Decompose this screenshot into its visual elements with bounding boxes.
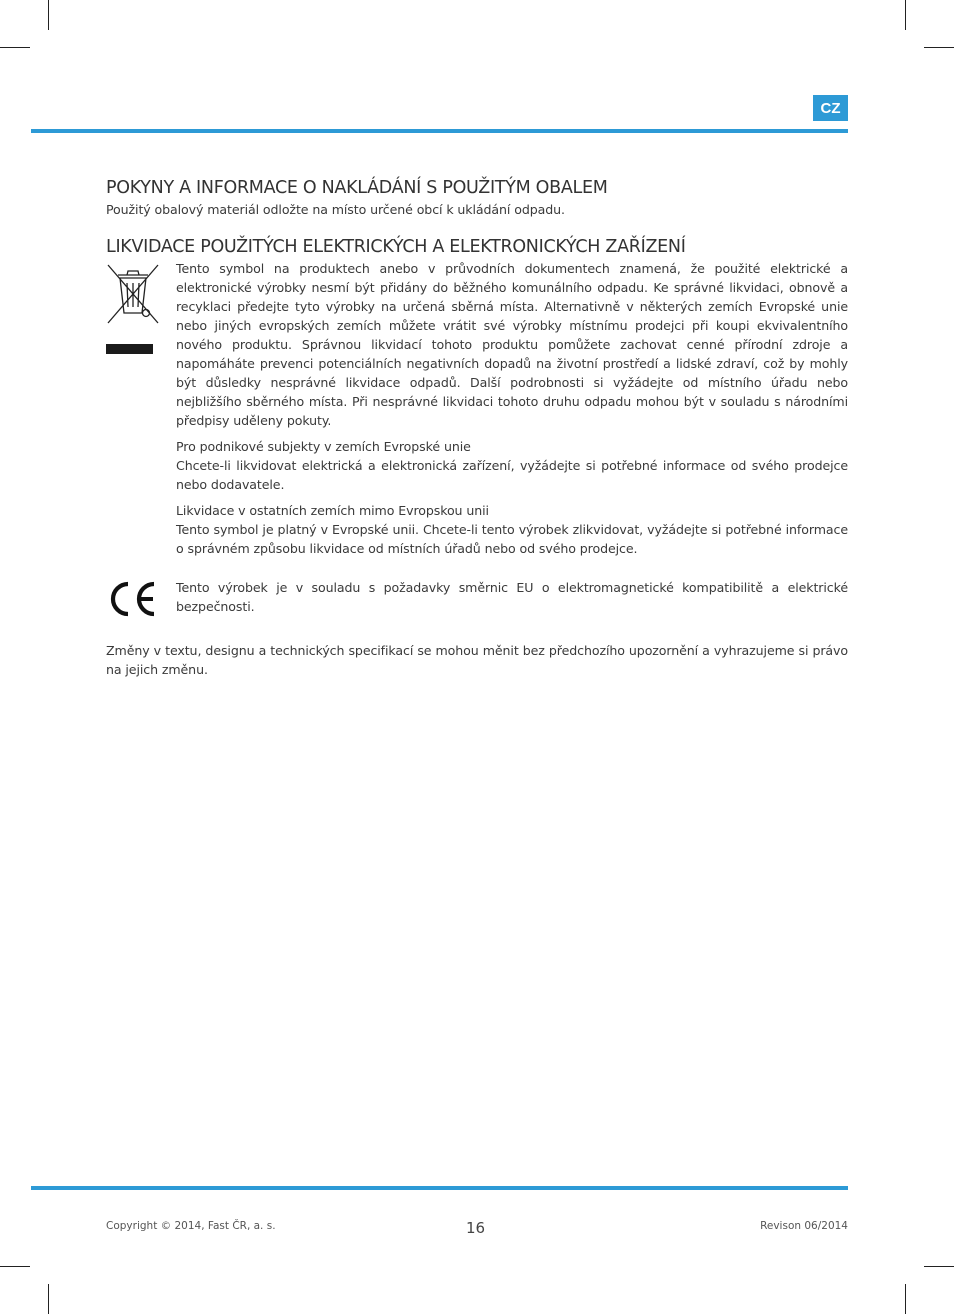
weee-text: Tento symbol na produktech anebo v průvodních dokumentech znamená, že použité elektrické a elektronické výrobky nesmí být přidány do běžného komunálního odpadu. Ke správné likvidaci, obnově a recyklaci předejte tyto výrobky na určená sběrná místa. Alternativně v některých zemích Evropské unie nebo jiných evropských zemích můžete vrátit své výrobky místnímu prodejci při koupi ekvivalentního nového produktu. Správnou likvidací tohoto produktu pomůžete zachovat cenné přírodní zdroje a napomáháte prevenci potenciálních negativních dopadů na životní prostředí a lidské zdraví, což by mohly být důsledky nesprávné likvidace odpadů. Další podrobnosti si vyžádejte od místního úřadu nebo nejbližšího sběrného místa. Při nesprávné likvidaci tohoto druhu odpadu mohou být v souladu s národními předpisy uděleny pokuty. [176,261,848,428]
ce-text: Tento výrobek je v souladu s požadavky směrnic EU o elektromagnetické kompatibilitě a elektrické bezpečnosti. [176,580,848,614]
bottom-rule [31,1186,848,1190]
weee-section [106,259,848,558]
crop-mark [905,1284,906,1314]
ce-mark-icon [106,580,158,618]
page-number: 16 [466,1219,486,1237]
other-countries-heading: Likvidace v ostatních zemích mimo Evropskou unii [176,503,489,518]
crop-mark [0,47,30,48]
weee-heading: LIKVIDACE POUŽITÝCH ELEKTRICKÝCH A ELEKTRONICKÝCH ZAŘÍZENÍ [106,237,686,257]
top-rule [31,129,848,133]
language-badge: CZ [813,95,848,121]
packaging-heading: POKYNY A INFORMACE O NAKLÁDÁNÍ S POUŽITÝM OBALEM [106,178,608,198]
crossed-out-wheelie-bin-icon [106,261,160,327]
crop-mark [0,1266,30,1267]
page-content [106,176,848,679]
crop-mark [905,0,906,30]
copyright: Copyright © 2014, Fast ČR, a. s. [106,1220,276,1232]
crop-mark [48,0,49,30]
business-text: Chcete-li likvidovat elektrická a elektronická zařízení, vyžádejte si potřebné informace od svého prodejce nebo dodavatele. [176,458,848,492]
business-heading: Pro podnikové subjekty v zemích Evropské unie [176,439,471,454]
crop-mark [924,47,954,48]
crop-mark [924,1266,954,1267]
change-notice: Změny v textu, designu a technických specifikací se mohou měnit bez předchozího upozornění a vyhrazujeme si právo na jejich změnu. [106,643,848,677]
ce-section [106,578,848,623]
packaging-text: Použitý obalový materiál odložte na místo určené obcí k ukládání odpadu. [106,202,565,217]
weee-black-bar [106,344,153,354]
revision: Revison 06/2014 [760,1220,848,1232]
other-countries-text: Tento symbol je platný v Evropské unii. Chcete-li tento výrobek zlikvidovat, vyžádejte si potřebné informace o správném způsobu likvidace od místních úřadů nebo od svého prodejce. [176,522,848,556]
crop-mark [48,1284,49,1314]
